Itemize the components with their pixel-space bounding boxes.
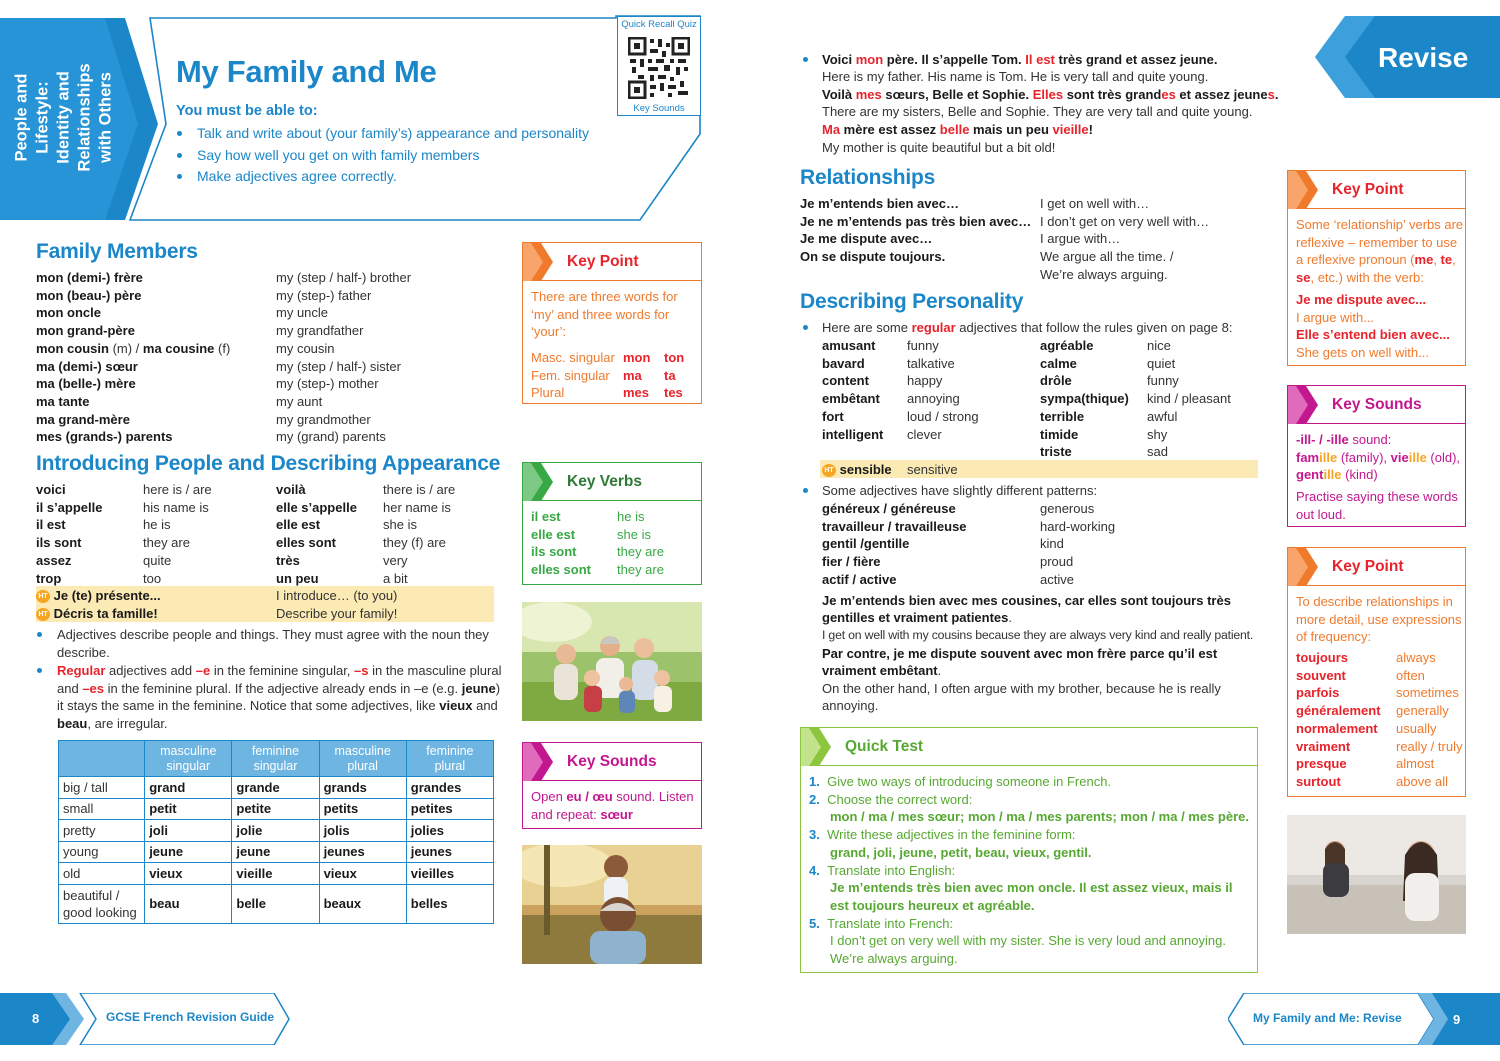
frequency-en: often [1396,667,1425,683]
key-sounds-title-1: Key Sounds [567,753,657,770]
quick-test-q4-text-2: est toujours heureux et agréable. [830,897,1035,913]
ht-en-2: Describe your family! [276,606,398,621]
frequency-fr: toujours [1296,650,1348,665]
example-fr-1b: gentilles et vraiment patientes. [822,610,1013,625]
adj-cell: petit [145,798,232,820]
adj-en-text: young [63,844,99,860]
intro-fr: il s’appelle [36,499,103,515]
example-en-1: I get on well with my cousins because they are always very kind and really patient. [822,628,1254,642]
section-tab [4,22,124,212]
personality-en: funny [1147,373,1179,389]
adj-cell: grand [145,777,232,799]
pattern-en: generous [1040,501,1095,516]
key-point-chevron-icon [1288,548,1322,586]
kp1-my: mon [623,350,651,365]
frequency-en: generally [1396,703,1449,719]
patterns-intro: Some adjectives have slightly different patterns: [822,483,1098,498]
example-line-6: My mother is quite beautiful but a bit old! [822,140,1056,155]
adj-table-header: masculine singular feminine singular masculine plural feminine plural [59,741,494,777]
adj-cell: belle [232,884,319,923]
adj-table-row [59,798,494,820]
intro-fr: elle est [276,517,321,533]
adj-en-cell [59,798,145,820]
qr-bottom-label: Key Sounds [633,103,685,114]
must-item-3: Make adjectives agree correctly. [197,168,397,184]
personality-fr: embêtant [822,391,880,407]
family-member-fr [36,340,230,358]
adj-cell: beau [145,884,232,923]
pattern-en: kind [1040,536,1064,552]
quick-test-q3: Write these adjectives in the feminine form: [827,827,1076,843]
relationship-en: I get on well with… [1040,196,1150,211]
adj-cell: beaux [319,884,406,923]
relationships-heading: Relationships [800,166,936,189]
key-verbs-box [522,462,702,585]
intro-en: his name is [143,499,209,515]
grandfather-photo [522,845,702,964]
frequency-en: usually [1396,720,1437,736]
intro-en: he is [143,517,171,533]
sisters-photo [1287,815,1466,934]
kp1-label: Masc. singular [531,350,615,365]
relationship-en: We argue all the time. / [1040,249,1174,265]
family-member-fr [36,358,138,376]
key-verb-en: she is [617,526,651,542]
key-verb-fr: elles sont [531,562,591,578]
frequency-en: really / truly [1396,738,1463,754]
personality-fr: triste [1040,444,1072,460]
pattern-en: hard-working [1040,518,1116,534]
key-verb-en: they are [617,544,664,560]
kp1-label: Plural [531,385,565,401]
intro-en: they (f) are [383,535,446,551]
adj-bullet-1a: Adjectives describe people and things. They must agree with the noun they [57,627,489,642]
intro-fr: elle s’appelle [276,499,357,515]
must-item-1: Talk and write about (your family’s) appearance and personality [197,125,589,141]
example-en-2b: annoying. [822,698,879,713]
key-sounds-box-1: Key Sounds Open eu / œu sound. Listen and repeat: sœur [522,742,702,829]
frequency-fr: généralement [1296,703,1381,719]
example-line-3: Voilà mes sœurs, Belle et Sophie. Elles sont très grandes et assez jeunes. [822,87,1279,102]
intro-en: a bit [383,570,408,586]
quick-test-q4: Translate into English: [827,862,956,878]
kp1-label: Fem. singular [531,367,610,383]
section-tab-text: People and Lifestyle: Identity and Relationships with Others [12,62,115,172]
family-fr-text: mon cousin [36,340,109,356]
adj-cell: joli [145,820,232,842]
frequency-en: almost [1396,756,1435,772]
family-photo [522,602,702,721]
footer-right-text: My Family and Me: Revise [1253,1011,1402,1025]
adjective-table [58,740,494,924]
personality-fr: timide [1040,426,1079,442]
ht-badge: HT [36,608,50,621]
frequency-en: above all [1396,773,1449,789]
intro-fr: elles sont [276,535,336,551]
pattern-fr: travailleur / travailleuse [822,518,967,534]
personality-fr: amusant [822,338,876,353]
personality-fr: content [822,373,869,389]
example-en-2a: On the other hand, I often argue with my brother, because he is really [822,681,1221,696]
intro-en: quite [143,552,172,568]
intro-fr: très [276,552,300,568]
key-verbs-title: Key Verbs [567,473,642,490]
family-member-en: my (step-) mother [276,376,379,392]
ht-row-2 [36,605,158,623]
family-heading: Family Members [36,240,198,263]
revise-label: Revise [1378,42,1469,73]
family-member-en: my uncle [276,305,329,321]
adj-bullet-1b: describe. [57,645,110,660]
key-sounds-box-2: Key Sounds -ill- / -ille sound: famille (family), vieille (old), gentille (kind) Practise saying these words out loud. [1287,385,1466,527]
adj-en-text: old [63,865,81,881]
frequency-fr: souvent [1296,667,1346,683]
quick-test-chevron-icon [801,728,835,766]
personality-en: shy [1147,426,1168,442]
key-point-title-1: Key Point [567,253,639,270]
adj-cell: jolis [319,820,406,842]
personality-heading: Describing Personality [800,290,1024,313]
relationship-en: I don’t get on very well with… [1040,213,1210,229]
pattern-en: proud [1040,554,1074,570]
personality-intro: Here are some regular adjectives that follow the rules given on page 8: [822,320,1233,335]
personality-en: sad [1147,444,1168,460]
relationship-fr: Je ne m’entends pas très bien avec… [800,213,1032,229]
key-point-title-3: Key Point [1332,558,1404,575]
family-fr-text-2: ma cousine [142,340,215,356]
personality-fr: drôle [1040,373,1072,389]
frequency-fr: normalement [1296,720,1378,736]
ht-badge: HT [822,464,836,477]
page-number-left: 8 [32,1011,40,1026]
family-member-fr [36,304,101,322]
adj-bullet-2b: and –es in the feminine plural. If the adjective already ends in –e (e.g. jeune) [57,681,501,696]
ht-fr-1: Je (te) présente... [53,588,161,603]
personality-en: awful [1147,408,1178,424]
adj-cell: belles [406,884,493,923]
personality-fr: fort [822,408,844,424]
relationship-fr: On se dispute toujours. [800,249,946,265]
key-verb-fr: elle est [531,526,576,542]
example-line-2: Here is my father. His name is Tom. He is very tall and quite young. [822,69,1209,84]
page-title: My Family and Me [176,54,437,89]
relationship-fr: Je m’entends bien avec… [800,196,959,211]
example-fr-2b: vraiment embêtant. [822,663,942,678]
quick-test-title: Quick Test [845,738,924,755]
adj-cell: petites [406,798,493,820]
kp1-your: ta [664,367,676,383]
adj-cell: vieille [232,863,319,885]
adj-table-row [59,841,494,863]
family-fr-text: mon oncle [36,305,102,321]
family-member-fr [36,269,143,287]
intro-fr: il est [36,517,66,533]
pattern-en: active [1040,571,1074,587]
relationship-en: We’re always arguing. [1040,266,1168,282]
example-line-5: Ma mère est assez belle mais un peu vieille! [822,122,1093,137]
family-member-fr [36,375,136,393]
personality-en: kind / pleasant [1147,391,1231,407]
quick-test-q5-text-2: We’re always arguing. [830,951,958,967]
qr-code-icon [628,37,690,99]
intro-heading: Introducing People and Describing Appearance [36,452,501,475]
frequency-en: always [1396,650,1436,665]
quick-test-q2-options: mon / ma / mes sœur; mon / ma / mes parents; mon / ma / mes père. [830,809,1250,825]
ht-row-1 [36,587,161,605]
intro-en: her name is [383,499,451,515]
adj-cell: vieilles [406,863,493,885]
family-member-fr [36,428,173,446]
adj-bullet-2a: Regular adjectives add –e in the feminine singular, –s in the masculine plural [57,663,502,678]
frequency-en: sometimes [1396,685,1459,701]
adj-en-cell [59,884,145,923]
ht-en-1: I introduce… (to you) [276,588,398,603]
adj-cell: jeunes [406,841,493,863]
family-member-en: my (step / half-) sister [276,358,401,374]
family-fr-text: ma (demi-) sœur [36,358,138,374]
personality-en: happy [907,373,943,389]
adj-cell: vieux [145,863,232,885]
key-sounds-chevron-icon [523,743,557,781]
key-verb-en: he is [617,509,645,524]
personality-fr: agréable [1040,338,1094,353]
intro-en: here is / are [143,482,212,497]
quick-test-q2: Choose the correct word: [827,791,973,807]
must-label: You must be able to: [176,103,318,119]
adj-table-row [59,777,494,799]
frequency-fr: vraiment [1296,738,1351,754]
personality-fr: calme [1040,355,1077,371]
family-fr-text: ma tante [36,393,90,409]
kp1-my: ma [623,367,642,383]
frequency-fr: presque [1296,756,1347,772]
adj-en-cell [59,777,145,799]
adj-en-text: beautiful / [63,887,120,903]
key-verbs-chevron-icon [523,463,557,501]
kp1-my: mes [623,385,650,401]
adj-cell: jeunes [319,841,406,863]
quick-test-q1: Give two ways of introducing someone in French. [827,774,1112,789]
intro-en: they are [143,535,190,551]
family-member-fr [36,287,141,305]
adj-cell: jolies [406,820,493,842]
adj-bullet-2d: beau, are irregular. [57,716,168,731]
adj-en-text-2: good looking [63,904,137,920]
adj-en-cell [59,863,145,885]
intro-fr: trop [36,570,62,586]
family-member-en: my grandmother [276,411,371,427]
ht-badge: HT [36,590,50,603]
intro-en: there is / are [383,482,456,497]
adj-cell: jolie [232,820,319,842]
key-point-box-3: Key Point To describe relationships in more detail, use expressions of frequency: toujours always souvent often parfois sometimes généralement generally normalement usually vraiment really / truly presque almost surtout above all [1287,547,1466,797]
frequency-fr: surtout [1296,773,1341,789]
adj-en-cell [59,820,145,842]
adj-cell: jeune [145,841,232,863]
personality-fr: intelligent [822,426,884,442]
pattern-fr: gentil /gentille [822,536,910,552]
family-fr-text: mon (demi-) frère [36,270,143,285]
family-fr-text: ma grand-mère [36,411,130,427]
personality-fr: terrible [1040,408,1085,424]
adj-en-text: big / tall [63,779,108,795]
intro-fr: assez [36,552,72,568]
family-member-fr [36,322,135,340]
family-fr-text: ma (belle-) mère [36,376,136,392]
relationship-fr: Je me dispute avec… [800,231,933,247]
quick-test-q5: Translate into French: [827,915,954,931]
intro-fr: voilà [276,482,306,497]
adj-en-text: pretty [63,822,96,838]
intro-fr: voici [36,482,66,497]
family-fr-gender-2: (f) [214,340,231,356]
ht-fr-2: Décris ta famille! [53,606,158,621]
adj-cell: grands [319,777,406,799]
adj-bullet-2c: it stays the same in the feminine. Notice that some adjectives, like vieux and [57,698,498,713]
family-member-en: my cousin [276,340,335,356]
adj-cell: grande [232,777,319,799]
intro-fr: ils sont [36,535,82,551]
adj-cell: jeune [232,841,319,863]
personality-fr: sympa(thique) [1040,391,1129,407]
page-number-right: 9 [1453,1012,1461,1027]
relationship-en: I argue with… [1040,231,1121,247]
adj-cell: vieux [319,863,406,885]
key-point-chevron-icon [1288,171,1322,209]
frequency-fr: parfois [1296,685,1340,701]
family-fr-text: mes (grands-) parents [36,429,173,445]
family-fr-text: mon (beau-) père [36,287,142,303]
kp1-your: tes [664,385,683,401]
adj-en-cell [59,841,145,863]
personality-en: talkative [907,355,955,371]
ht-sensible-en: sensitive [907,462,958,477]
adj-cell: petite [232,798,319,820]
family-member-en: my (step-) father [276,287,372,303]
personality-en: clever [907,426,942,442]
example-line-4: There are my sisters, Belle and Sophie. They are very tall and quite young. [822,104,1253,119]
ht-sensible: HT sensible [822,461,892,479]
example-fr-2a: Par contre, je me dispute souvent avec mon frère parce qu’il est [822,646,1218,661]
personality-fr: bavard [822,355,865,371]
example-fr-1a: Je m’entends bien avec mes cousines, car elles sont toujours très [822,593,1231,608]
personality-en: funny [907,338,939,353]
family-member-fr [36,411,130,429]
family-fr-text: mon grand-père [36,323,135,339]
key-point-title-2: Key Point [1332,181,1404,198]
adj-cell: grandes [406,777,493,799]
key-point-chevron-icon [523,243,557,281]
family-member-en: my (grand) parents [276,429,386,445]
family-member-en: my grandfather [276,323,364,339]
example-line-1: Voici mon père. Il s’appelle Tom. Il est très grand et assez jeune. [822,52,1218,67]
footer-left-text: GCSE French Revision Guide [106,1010,275,1024]
key-verb-fr: ils sont [531,544,577,560]
intro-en: too [143,570,162,586]
quick-test-box: Quick Test 1. Give two ways of introducing someone in French. 2. Choose the correct word: mon / ma / mes sœur; mon / ma / mes parents; mon / ma / mes père. 3. Write these adjectives in the feminine form: grand, joli, jeune, petit, beau, vieux, gentil. 4. Translate into English: Je m’entends très bien avec mon oncle. Il est assez vieux, mais il est toujours heureux et agréable. 5. Translate into French: I don’t get on very well with my sister. She is very loud and annoying. We’re always arguing. [800,727,1258,973]
personality-en: loud / strong [907,408,979,424]
qr-block[interactable] [617,16,701,116]
quick-test-q4-text-1: Je m’entends très bien avec mon oncle. Il est assez vieux, mais il [830,880,1233,896]
key-point-box-1: Key Point There are three words for ‘my’ and three words for ‘your’: Masc. singular mon ton Fem. singular ma ta Plural mes tes [522,242,702,404]
adj-cell: petits [319,798,406,820]
intro-fr: un peu [276,570,319,586]
regular-word: Regular [57,663,106,678]
intro-en: she is [383,517,417,533]
must-item-2: Say how well you get on with family members [197,147,480,163]
pattern-fr: fier / fière [822,554,881,570]
quick-test-q5-text-1: I don’t get on very well with my sister. She is very loud and annoying. [830,933,1226,949]
key-verb-en: they are [617,562,664,578]
kp1-your: ton [664,350,685,365]
pattern-fr: actif / active [822,571,897,587]
family-member-fr [36,393,89,411]
quick-test-q3-words: grand, joli, jeune, petit, beau, vieux, gentil. [830,844,1092,860]
family-member-en: my aunt [276,393,323,409]
key-sounds-title-2: Key Sounds [1332,396,1422,413]
family-member-en: my (step / half-) brother [276,270,412,285]
adj-en-text: small [63,801,94,817]
intro-en: very [383,552,408,568]
key-point-box-2: Key Point Some ‘relationship’ verbs are reflexive – remember to use a reflexive pronoun (me, te, se, etc.) with the verb: Je me dispute avec... I argue with... Elle s’entend bien avec... She gets on well with... [1287,170,1466,366]
pattern-fr: généreux / généreuse [822,501,956,516]
key-sounds-chevron-icon [1288,386,1322,424]
personality-en: nice [1147,338,1171,353]
adj-table-row [59,863,494,885]
qr-top-label: Quick Recall Quiz [621,19,697,30]
personality-en: annoying [907,391,960,407]
adj-table-row [59,884,494,923]
key-verb-fr: il est [531,509,561,524]
family-fr-gender: (m) / [108,340,143,356]
adj-table-row [59,820,494,842]
personality-en: quiet [1147,355,1176,371]
